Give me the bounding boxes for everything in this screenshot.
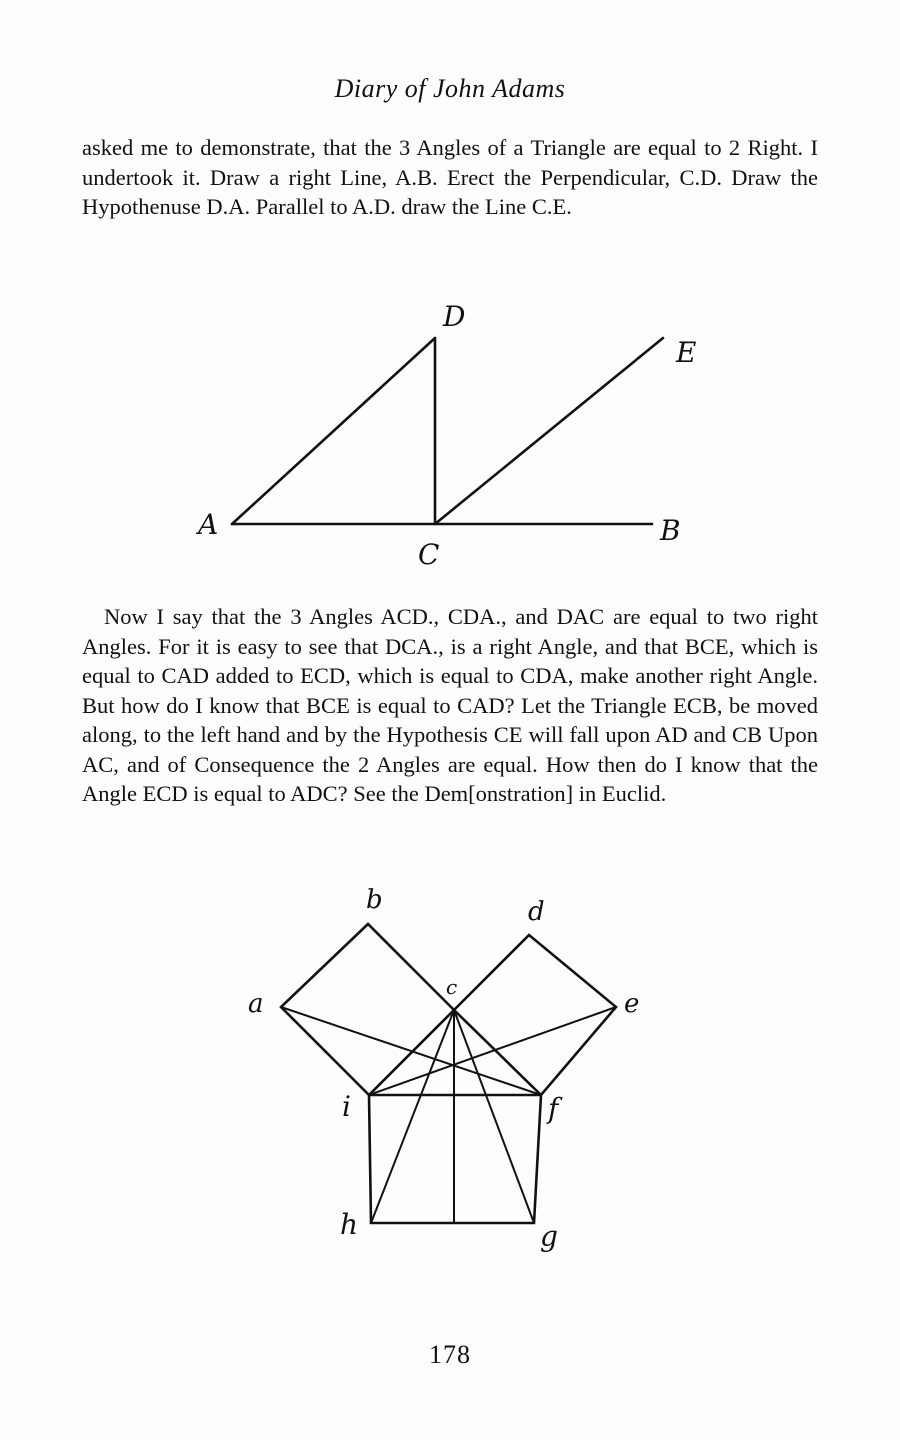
line-da	[232, 338, 435, 524]
paragraph-2: Now I say that the 3 Angles ACD., CDA., and DAC are equal to two right Angles. For it is easy to see that DCA., is a right Angle, and that BCE, which is equal to CAD added to ECD, which is equal to CDA, make another right Angle. But how do I know that BCE is equal to CAD? Let the Triangle ECB, be moved along, to the left hand and by the Hypothesis CE will fall upon AD and CB Upon AC, and of Consequence the 2 Angles are equal. How then do I know that the Angle ECD is equal to ADC? See the Dem[onstration] in Euclid.	[82, 604, 818, 806]
label-fig2-b: b	[366, 885, 383, 915]
line-ce	[435, 338, 663, 524]
label-c: C	[418, 538, 440, 571]
page-number: 178	[429, 1340, 471, 1369]
line-cg	[454, 1010, 534, 1223]
line-af	[281, 1007, 541, 1095]
figure-triangle-parallel	[0, 300, 900, 580]
label-fig2-d: d	[528, 897, 545, 927]
label-fig2-h: h	[340, 1208, 359, 1241]
label-d: D	[443, 300, 466, 333]
figure-pythagoras	[0, 880, 900, 1260]
square-left	[281, 924, 454, 1095]
label-b: B	[660, 514, 681, 547]
label-fig2-c: c	[446, 975, 458, 999]
label-fig2-f: f	[548, 1092, 559, 1125]
label-fig2-a: a	[248, 989, 264, 1019]
label-a: A	[198, 508, 219, 541]
paragraph-1: asked me to demonstrate, that the 3 Angles of a Triangle are equal to 2 Right. I undertook it. Draw a right Line, A.B. Erect the Perpendicular, C.D. Draw the Hypothenuse D.A. Parallel to A.D. draw the Line C.E.	[82, 135, 818, 219]
label-fig2-g: g	[540, 1220, 558, 1253]
label-e: E	[676, 336, 697, 369]
label-fig2-i: i	[342, 1090, 351, 1123]
label-fig2-e: e	[624, 989, 640, 1019]
running-title: Diary of John Adams	[334, 74, 566, 103]
